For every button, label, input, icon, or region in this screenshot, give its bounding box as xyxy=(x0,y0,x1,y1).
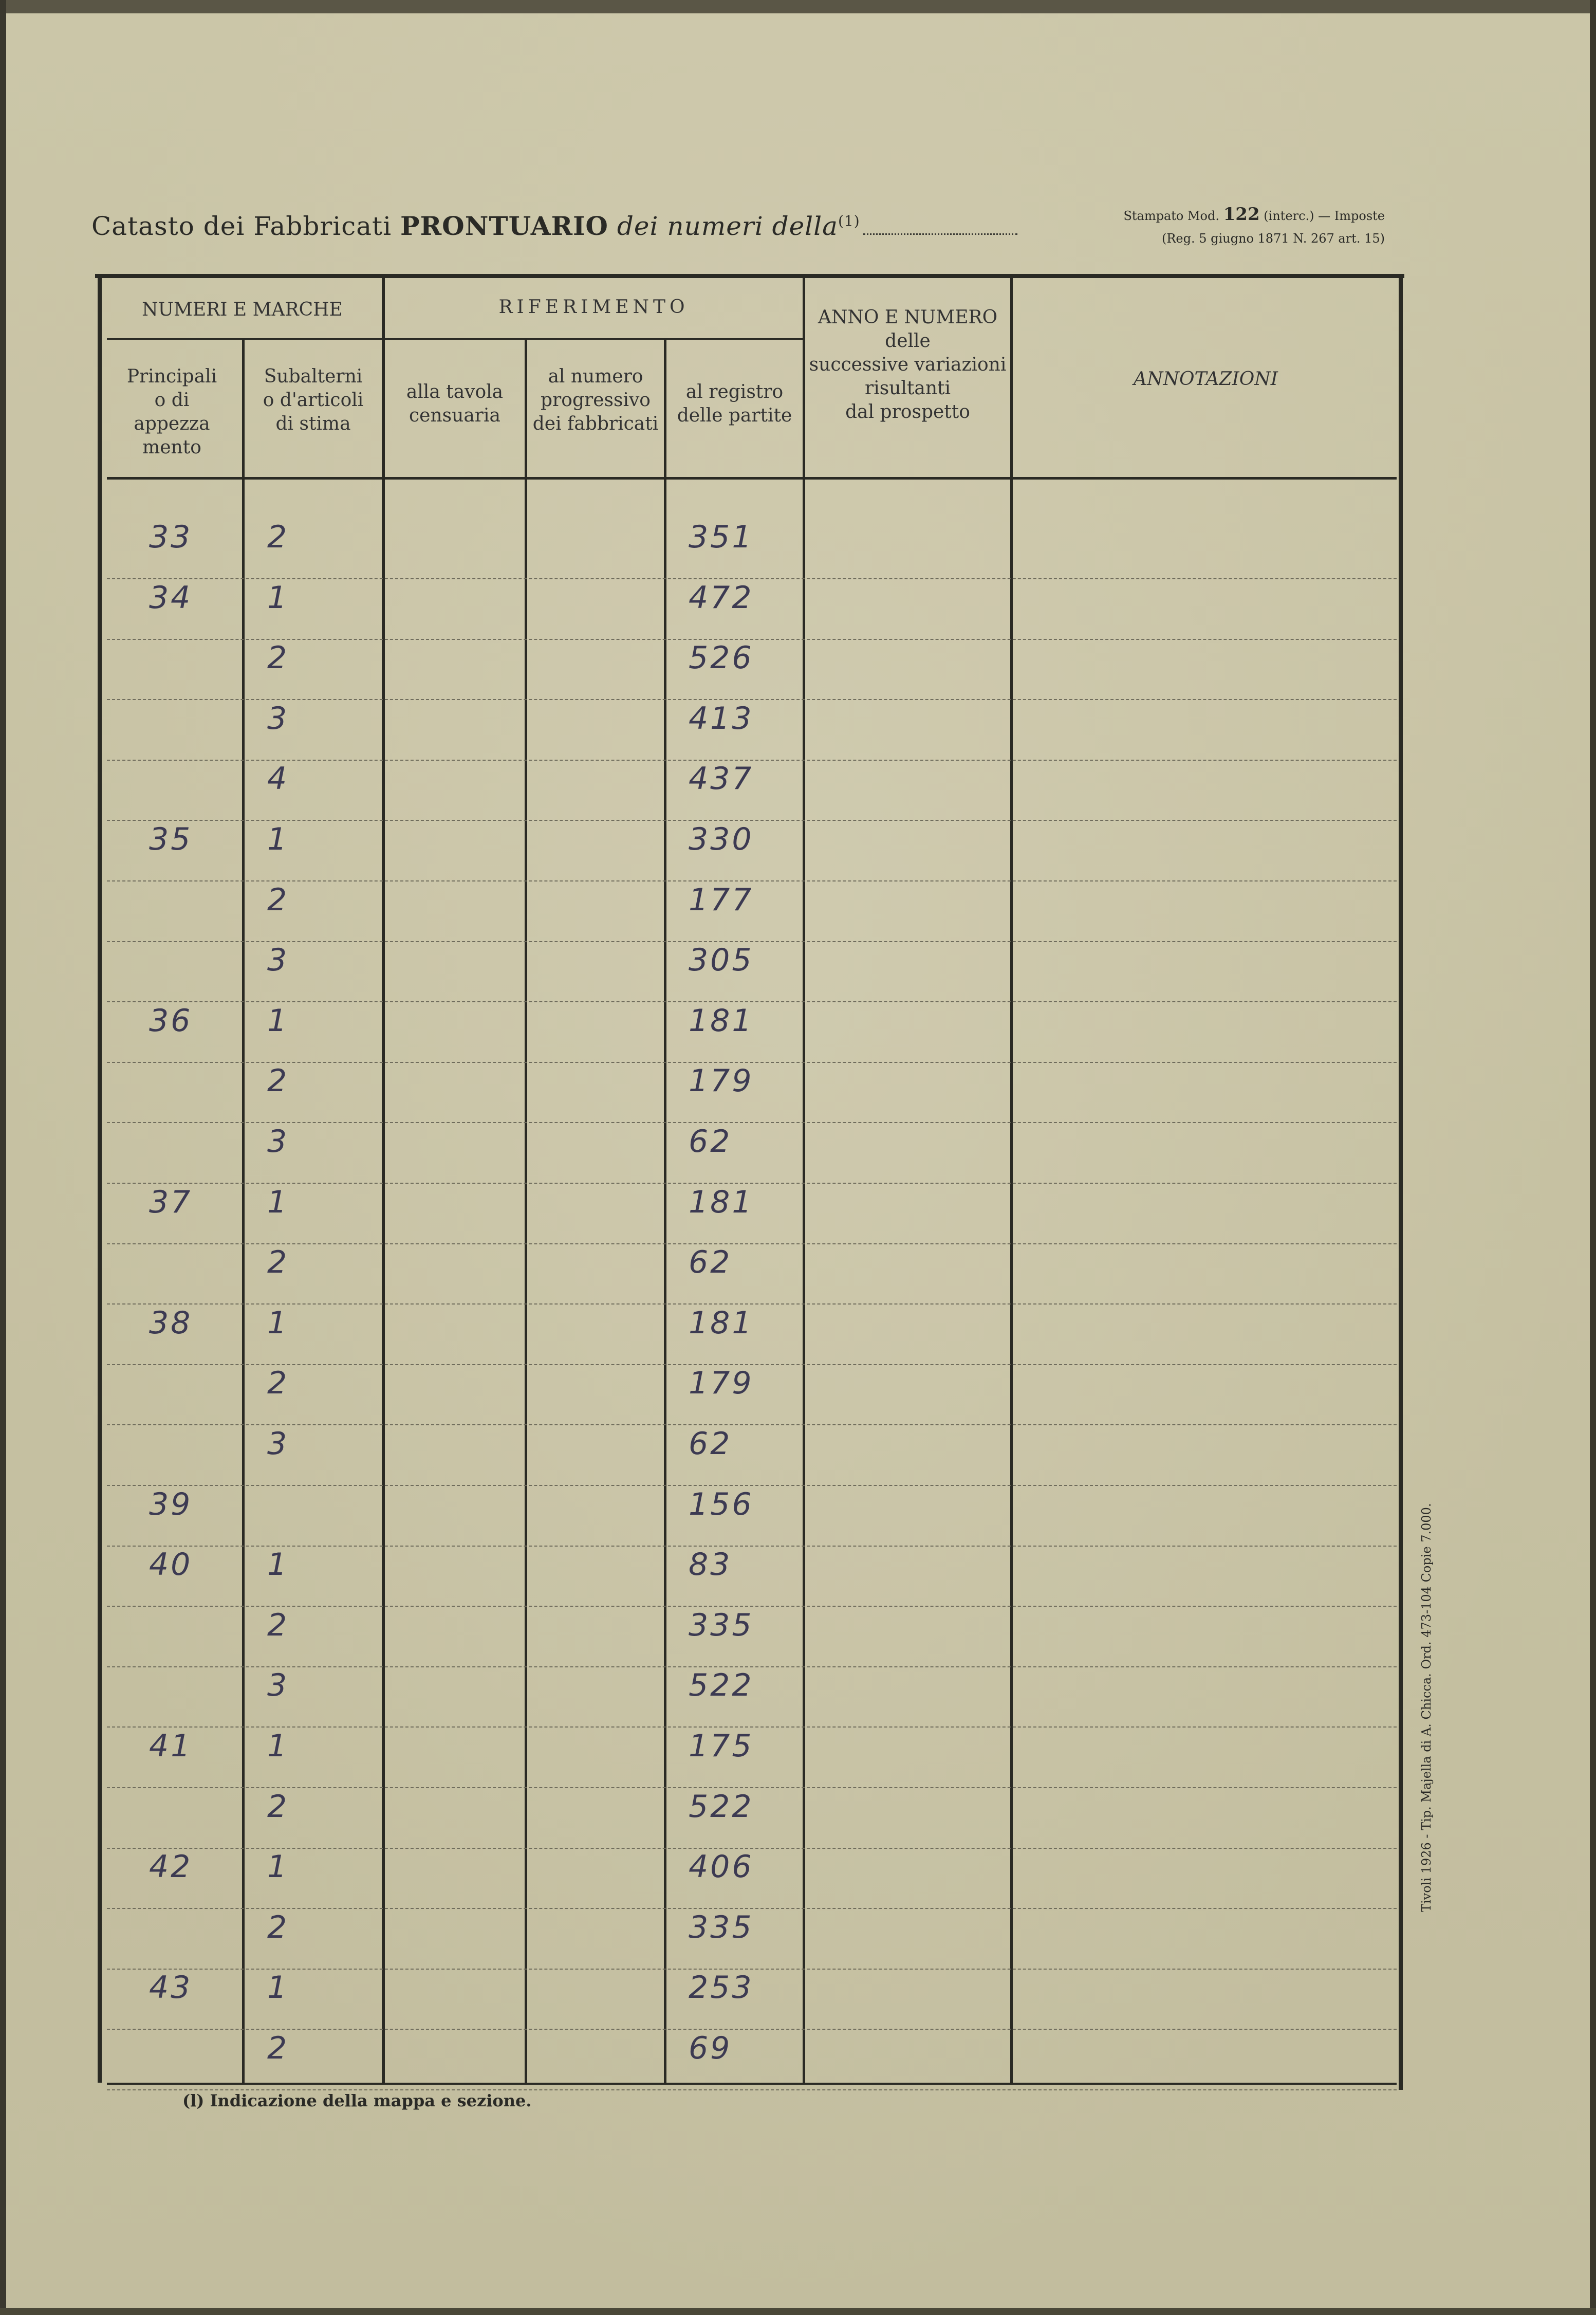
printer-imprint: Tivoli 1926 - Tip. Majella di A. Chicca. Ord. 473-104 Copie 7.000. xyxy=(1419,1503,1434,1912)
title-italic: dei numeri della xyxy=(617,211,838,241)
header-bottom-border xyxy=(107,477,1397,480)
header-numeri-marche: NUMERI E MARCHE xyxy=(142,299,343,320)
registro-number: 83 xyxy=(689,1547,732,1583)
subalterno-number: 1 xyxy=(267,821,289,857)
header-anno-line1: ANNO E NUMERO xyxy=(818,307,998,328)
header-principali-line2: o di xyxy=(154,390,190,411)
header-anno-line2: delle xyxy=(885,330,931,352)
col-divider-4 xyxy=(664,340,666,2083)
header-subalterni-line1: Subalterni xyxy=(264,366,363,387)
registro-number: 330 xyxy=(689,821,754,857)
subalterno-number: 2 xyxy=(267,519,289,555)
subalterno-number: 4 xyxy=(267,761,289,797)
principale-number: 34 xyxy=(149,579,193,616)
subalterno-number: 2 xyxy=(267,1909,289,1945)
registro-number: 181 xyxy=(689,1184,754,1220)
registro-number: 522 xyxy=(689,1788,754,1825)
principale-number: 42 xyxy=(149,1849,193,1885)
title-prefix: Catasto dei Fabbricati xyxy=(91,211,392,241)
stamp-suffix: (interc.) — Imposte xyxy=(1264,209,1385,223)
subalterno-number: 2 xyxy=(267,1365,289,1402)
header-principali-line1: Principali xyxy=(126,366,217,387)
numeri-divider xyxy=(107,338,383,340)
scan-edge-right xyxy=(1590,0,1596,2315)
principale-number: 38 xyxy=(149,1305,193,1341)
registro-number: 522 xyxy=(689,1667,754,1704)
registro-number: 62 xyxy=(689,1124,732,1160)
subalterno-number: 3 xyxy=(267,942,289,979)
principale-number: 39 xyxy=(149,1486,193,1522)
registro-number: 175 xyxy=(689,1728,754,1764)
principale-number: 36 xyxy=(149,1002,193,1039)
header-tavola-line2: censuaria xyxy=(409,405,500,426)
subalterno-number: 1 xyxy=(267,1002,289,1039)
registro-number: 179 xyxy=(689,1063,754,1099)
subalterno-number: 3 xyxy=(267,1124,289,1160)
subalterno-number: 3 xyxy=(267,700,289,737)
principale-number: 40 xyxy=(149,1547,193,1583)
title-sup: (1) xyxy=(838,212,860,230)
header-subalterni xyxy=(245,365,382,436)
subalterno-number: 1 xyxy=(267,1305,289,1341)
table-top-border xyxy=(95,274,1404,278)
registro-number: 437 xyxy=(689,761,754,797)
col-divider-2 xyxy=(382,277,385,2083)
registro-number: 62 xyxy=(689,1426,732,1462)
header-tavola-line1: alla tavola xyxy=(406,381,504,402)
header-numero xyxy=(527,365,664,436)
table-bottom-border xyxy=(107,2083,1397,2085)
header-annotazioni-text: ANNOTAZIONI xyxy=(1133,369,1278,390)
header-anno-line3: successive variazioni xyxy=(809,354,1007,375)
col-divider-3 xyxy=(525,340,527,2083)
subalterno-number: 2 xyxy=(267,1063,289,1099)
subalterno-number: 1 xyxy=(267,1184,289,1220)
registro-number: 181 xyxy=(689,1305,754,1341)
subalterno-number: 1 xyxy=(267,1849,289,1885)
print-stamp xyxy=(1082,203,1385,250)
registro-number: 177 xyxy=(689,881,754,918)
header-anno-numero xyxy=(805,306,1010,424)
principale-number: 33 xyxy=(149,519,193,555)
header-principali-line3: appezza mento xyxy=(134,413,210,458)
header-principali xyxy=(102,365,242,460)
registro-number: 179 xyxy=(689,1365,754,1402)
title-bold: PRONTUARIO xyxy=(400,211,608,241)
header-registro-line1: al registro xyxy=(685,381,784,402)
registro-number: 181 xyxy=(689,1002,754,1039)
header-subalterni-line2: o d'articoli xyxy=(263,390,364,411)
registro-number: 335 xyxy=(689,1909,754,1945)
header-numero-line1: al numero xyxy=(548,366,643,387)
registro-number: 335 xyxy=(689,1607,754,1643)
scan-edge-left xyxy=(0,0,6,2315)
header-tavola xyxy=(385,380,525,428)
registro-number: 156 xyxy=(689,1486,754,1522)
registro-number: 351 xyxy=(689,519,754,555)
scan-edge-top xyxy=(0,0,1596,13)
registro-number: 406 xyxy=(689,1849,754,1885)
principale-number: 35 xyxy=(149,821,193,857)
registro-number: 69 xyxy=(689,2030,732,2066)
header-numero-line3: dei fabbricati xyxy=(532,413,659,434)
subalterno-number: 1 xyxy=(267,1970,289,2006)
title-fill-line xyxy=(863,233,1017,235)
principale-number: 41 xyxy=(149,1728,193,1764)
footnote: (l) Indicazione della mappa e sezione. xyxy=(182,2091,532,2110)
header-registro xyxy=(666,380,803,428)
header-registro-line2: delle partite xyxy=(677,405,792,426)
registro-number: 62 xyxy=(689,1244,732,1281)
subalterno-number: 1 xyxy=(267,1728,289,1764)
row-rule xyxy=(107,2089,1397,2090)
header-riferimento: RIFERIMENTO xyxy=(498,297,689,318)
stamp-prefix: Stampato Mod. xyxy=(1123,209,1219,223)
subalterno-number: 2 xyxy=(267,1607,289,1643)
registro-number: 413 xyxy=(689,700,754,737)
subalterno-number: 2 xyxy=(267,1244,289,1281)
riferimento-divider xyxy=(383,338,804,340)
header-subalterni-line3: di stima xyxy=(275,413,351,434)
subalterno-number: 2 xyxy=(267,2030,289,2066)
registro-number: 305 xyxy=(689,942,754,979)
principale-number: 37 xyxy=(149,1184,193,1220)
stamp-reg: (Reg. 5 giugno 1871 N. 267 art. 15) xyxy=(1161,231,1385,246)
subalterno-number: 1 xyxy=(267,579,289,616)
header-numero-line2: progressivo xyxy=(541,390,651,411)
scan-edge-bottom xyxy=(0,2308,1596,2315)
col-divider-5 xyxy=(803,277,805,2083)
registro-number: 472 xyxy=(689,579,754,616)
header-anno-line4: risultanti xyxy=(865,378,951,399)
subalterno-number: 2 xyxy=(267,1788,289,1825)
subalterno-number: 2 xyxy=(267,881,289,918)
registro-number: 253 xyxy=(689,1970,754,2006)
subalterno-number: 3 xyxy=(267,1667,289,1704)
page-title xyxy=(91,211,1017,241)
header-annotazioni xyxy=(1013,368,1399,391)
header-anno-line5: dal prospetto xyxy=(845,401,970,422)
table-right-border xyxy=(1399,277,1403,2090)
subalterno-number: 3 xyxy=(267,1426,289,1462)
table-left-border xyxy=(98,277,102,2083)
principale-number: 43 xyxy=(149,1970,193,2006)
col-divider-6 xyxy=(1010,277,1013,2083)
subalterno-number: 2 xyxy=(267,640,289,676)
subalterno-number: 1 xyxy=(267,1547,289,1583)
registro-number: 526 xyxy=(689,640,754,676)
stamp-model: 122 xyxy=(1223,204,1260,225)
